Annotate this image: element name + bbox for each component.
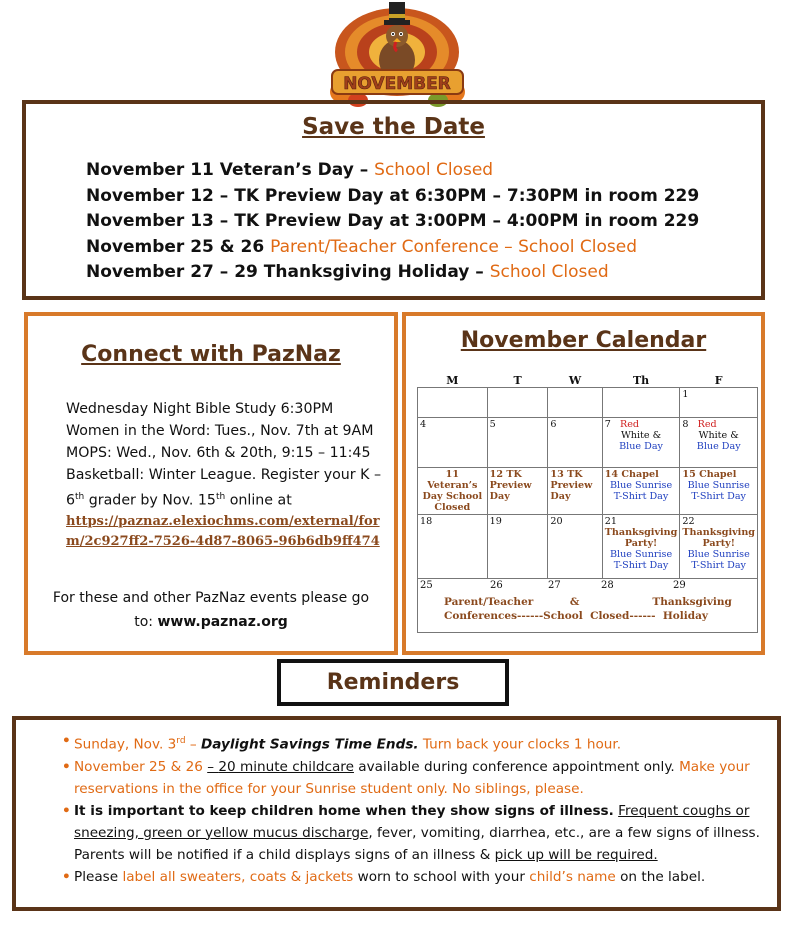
cal-cell-7: 7 Red White & Blue Day bbox=[602, 418, 680, 468]
bible-study-line: Wednesday Night Bible Study 6:30PM bbox=[66, 401, 334, 417]
reminder-childcare: • November 25 & 26 – 20 minute childcare available during conference appointment only. Make your reservations in the office for your Sunrise student only. No siblings, please. bbox=[62, 756, 762, 800]
save-the-date-title: Save the Date bbox=[302, 114, 485, 140]
website-link[interactable]: www.paznaz.org bbox=[157, 614, 288, 630]
bullet-icon: • bbox=[62, 802, 71, 819]
bullet-icon: • bbox=[62, 758, 71, 775]
cal-cell-15: 15 Chapel Blue Sunrise T-Shirt Day bbox=[680, 468, 758, 515]
connect-body bbox=[66, 398, 388, 552]
save-the-date-box bbox=[22, 100, 765, 300]
reminder-labels: • Please label all sweaters, coats & jackets worn to school with your child’s name on the label. bbox=[62, 866, 762, 888]
cal-cell bbox=[548, 388, 602, 418]
cal-cell-20: 20 bbox=[548, 515, 602, 579]
cal-cell-8: 8 Red White & Blue Day bbox=[680, 418, 758, 468]
november-turkey-illustration bbox=[330, 0, 465, 108]
save-the-date-list bbox=[86, 158, 699, 286]
cal-header-th: Th bbox=[632, 373, 650, 387]
connect-title: Connect with PazNaz bbox=[81, 342, 341, 367]
women-word-line: Women in the Word: Tues., Nov. 7th at 9AM bbox=[66, 423, 374, 439]
cal-cell bbox=[487, 388, 548, 418]
cal-cell bbox=[602, 388, 680, 418]
cal-week-25-29: 25 26 27 28 29 Parent/Teacher & Thanksgiving Conferences------School Closed------ Holiday bbox=[418, 579, 758, 633]
cal-cell-22: 22 Thanksgiving Party! Blue Sunrise T-Shirt Day bbox=[680, 515, 758, 579]
reminders-title: Reminders bbox=[277, 659, 509, 706]
cal-header-m: M bbox=[446, 373, 459, 387]
reminder-illness: • It is important to keep children home when they show signs of illness. Frequent coughs or sneezing, green or yellow mucus discharge, fever, vomiting, diarrhea, etc., are a few signs of illness. Parents will be notified if a child displays signs of an illness & pick up will be required. bbox=[62, 800, 762, 866]
cal-cell-1: 1 bbox=[680, 388, 758, 418]
save-row-veterans-day: November 11 Veteran’s Day – School Closed bbox=[86, 160, 494, 180]
cal-cell-19: 19 bbox=[487, 515, 548, 579]
reminders-box bbox=[12, 716, 781, 911]
save-row-tk-preview-afternoon: November 13 – TK Preview Day at 3:00PM – 4:00PM in room 229 bbox=[86, 211, 700, 231]
cal-cell-14: 14 Chapel Blue Sunrise T-Shirt Day bbox=[602, 468, 680, 515]
calendar-title: November Calendar bbox=[460, 328, 707, 353]
bullet-icon: • bbox=[62, 868, 71, 885]
save-row-tk-preview-evening: November 12 – TK Preview Day at 6:30PM – 7:30PM in room 229 bbox=[86, 185, 700, 206]
save-row-thanksgiving: November 27 – 29 Thanksgiving Holiday – School Closed bbox=[86, 262, 609, 282]
connect-footer: For these and other PazNaz events please go to: www.paznaz.org bbox=[52, 590, 370, 630]
cal-header-w: W bbox=[568, 373, 582, 387]
mops-line: MOPS: Wed., Nov. 6th & 20th, 9:15 – 11:45 bbox=[66, 445, 371, 461]
november-word-art: NOVEMBER bbox=[343, 74, 451, 94]
cal-cell-6: 6 bbox=[548, 418, 602, 468]
calendar-table bbox=[417, 373, 758, 633]
cal-cell bbox=[418, 388, 488, 418]
connect-box bbox=[24, 312, 398, 655]
cal-cell-18: 18 bbox=[418, 515, 488, 579]
cal-cell-12: 12 TK Preview Day bbox=[487, 468, 548, 515]
cal-cell-4: 4 bbox=[418, 418, 488, 468]
bullet-icon: • bbox=[62, 733, 71, 749]
cal-cell-5: 5 bbox=[487, 418, 548, 468]
cal-header-f: F bbox=[714, 373, 723, 387]
reminder-daylight-savings: • Sunday, Nov. 3rd – Daylight Savings Time Ends. Turn back your clocks 1 hour. bbox=[62, 730, 762, 756]
registration-link[interactable]: https://paznaz.elexiochms.com/external/form/2c927ff2-7526-4d87-8065-96b6db9ff474 bbox=[66, 513, 380, 549]
cal-cell-13: 13 TK Preview Day bbox=[548, 468, 602, 515]
reminders-list bbox=[62, 730, 762, 888]
save-row-conference: November 25 & 26 Parent/Teacher Conference – School Closed bbox=[86, 236, 638, 257]
cal-cell-11: 11 Veteran’s Day School Closed bbox=[418, 468, 488, 515]
calendar-box bbox=[402, 312, 765, 655]
cal-header-t: T bbox=[513, 373, 522, 387]
basketball-line: Basketball: Winter League. Register your K – 6th grader by Nov. 15th online at bbox=[66, 467, 382, 509]
cal-cell-21: 21 Thanksgiving Party! Blue Sunrise T-Shirt Day bbox=[602, 515, 680, 579]
